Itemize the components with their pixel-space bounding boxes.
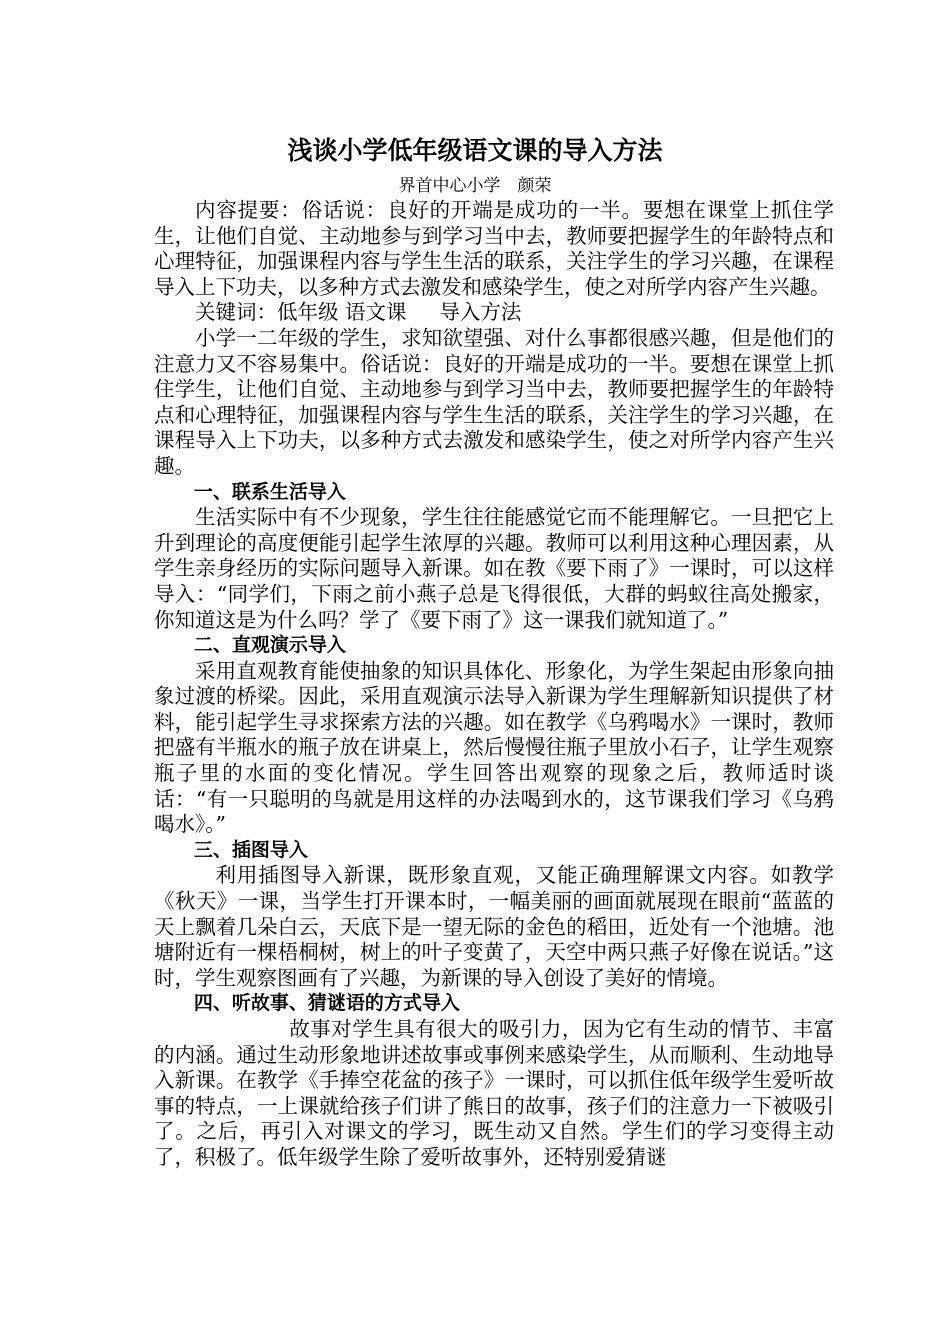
section-heading-4: 四、听故事、猜谜语的方式导入 — [193, 992, 460, 1015]
section-paragraph-4: 故事对学生具有很大的吸引力，因为它有生动的情节、丰富的内涵。通过生动形象地讲述故事或事例来感染学生，从而顺利、生动地导入新课。在教学《手捧空花盆的孩子》一课时，可以抓住低年级学生爱听故事的特点，一上课就给孩子们讲了熊日的故事，孩子们的注意力一下被吸引了。之后，再引入对课文的学习，既生动又自然。学生们的学习变得主动了，积极了。低年级学生除了爱听故事外，还特别爱猜谜 — [154, 1017, 834, 1169]
keywords-extra: 导入方法 — [439, 300, 522, 325]
document-title: 浅谈小学低年级语文课的导入方法 — [287, 136, 663, 165]
section-heading-1: 一、联系生活导入 — [193, 480, 346, 503]
document-body — [154, 198, 834, 1171]
author-line: 界首中心小学 颜荣 — [398, 176, 552, 196]
section-paragraph-1: 生活实际中有不少现象，学生往往能感觉它而不能理解它。一旦把它上升到理论的高度便能引起学生浓厚的兴趣。教师可以利用这种心理因素，从学生亲身经历的实际问题导入新课。如在教《要下雨了》一课时，可以这样导入：“同学们，下雨之前小燕子总是飞得很低，大群的蚂蚁往高处搬家，你知道这是为什么吗？学了《要下雨了》这一课我们就知道了。” — [154, 505, 834, 632]
intro-paragraph: 小学一二年级的学生，求知欲望强、对什么事都很感兴趣，但是他们的注意力又不容易集中。俗话说：良好的开端是成功的一半。要想在课堂上抓住学生，让他们自觉、主动地参与到学习当中去，教师要把握学生的年龄特点和心理特征，加强课程内容与学生生活的联系，关注学生的学习兴趣，在课程导入上下功夫，以多种方式去激发和感染学生，使之对所学内容产生兴趣。 — [154, 325, 834, 478]
keywords-label: 关键词：低年级 语文课 — [195, 300, 407, 325]
abstract-paragraph: 内容提要：俗话说：良好的开端是成功的一半。要想在课堂上抓住学生，让他们自觉、主动地参与到学习当中去，教师要把握学生的年龄特点和心理特征，加强课程内容与学生生活的联系，关注学生的学习兴趣，在课程导入上下功夫，以多种方式去激发和感染学生，使之对所学内容产生兴趣。 — [154, 198, 834, 299]
section-paragraph-2: 采用直观教育能使抽象的知识具体化、形象化，为学生架起由形象向抽象过渡的桥梁。因此，采用直观演示法导入新课为学生理解新知识提供了材料，能引起学生寻求探索方法的兴趣。如在教学《乌鸦喝水》一课时，教师把盛有半瓶水的瓶子放在讲桌上，然后慢慢往瓶子里放小石子，让学生观察瓶子里的水面的变化情况。学生回答出观察的现象之后，教师适时谈话：“有一只聪明的鸟就是用这样的办法喝到水的，这节课我们学习《乌鸦喝水》。” — [154, 658, 834, 837]
section-paragraph-3: 利用插图导入新课，既形象直观，又能正确理解课文内容。如教学《秋天》一课，当学生打开课本时，一幅美丽的画面就展现在眼前“蓝蓝的天上飘着几朵白云，天底下是一望无际的金色的稻田，近处有一个池塘。池塘附近有一棵梧桐树，树上的叶子变黄了，天空中两只燕子好像在说话。”这时，学生观察图画有了兴趣，为新课的导入创设了美好的情境。 — [154, 863, 834, 990]
section-heading-3: 三、插图导入 — [193, 838, 308, 861]
keywords-paragraph — [154, 300, 834, 326]
section-heading-2: 二、直观演示导入 — [193, 634, 346, 657]
